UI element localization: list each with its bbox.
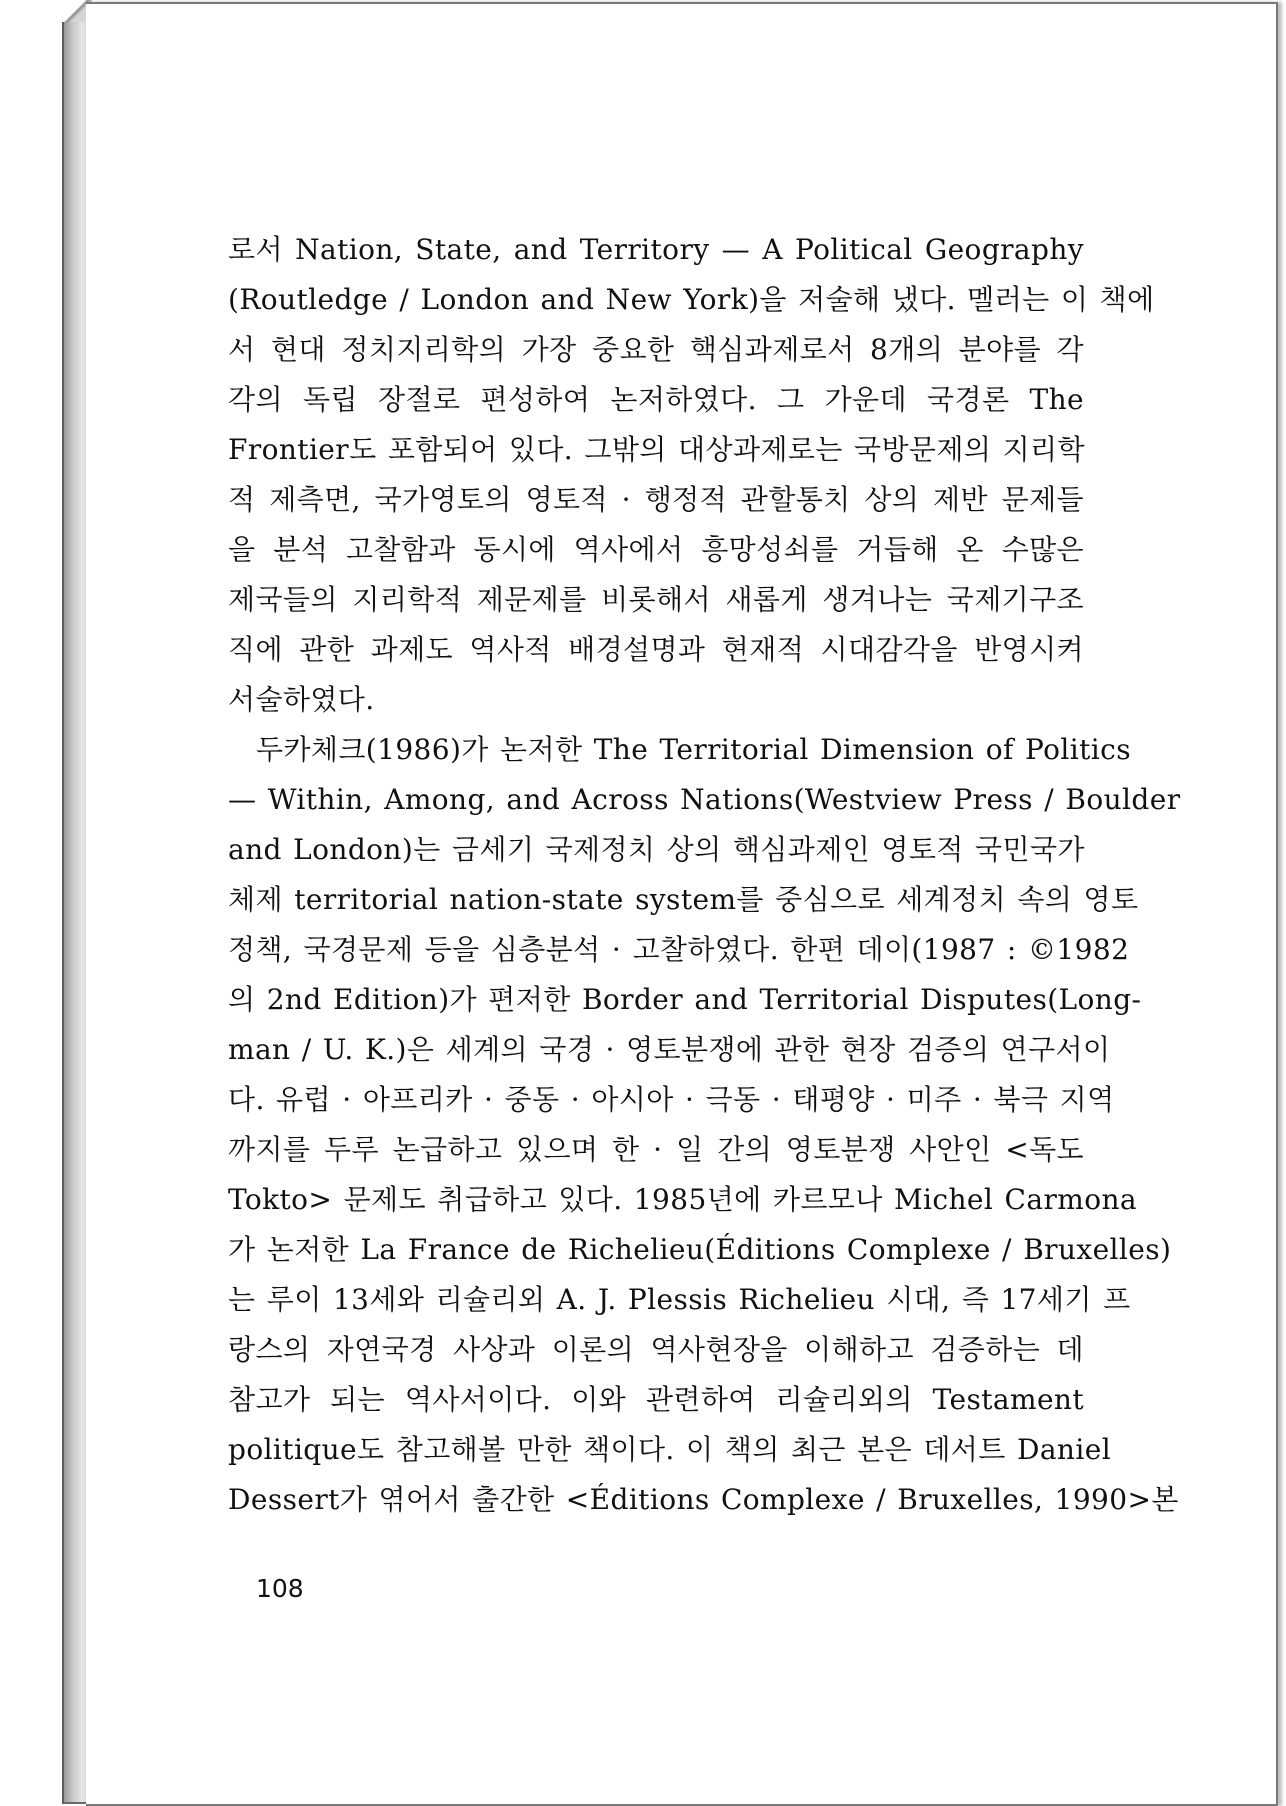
text-line: 정책, 국경문제 등을 심층분석 · 고찰하였다. 한편 데이(1987 : ©1982 (228, 933, 1130, 966)
text-line: 의 2nd Edition)가 편저한 Border and Territorial Disputes(Long- (228, 983, 1142, 1016)
text-line: 랑스의 자연국경 사상과 이론의 역사현장을 이해하고 검증하는 데 (228, 1333, 1084, 1366)
text-line: 제국들의 지리학적 제문제를 비롯해서 새롭게 생겨나는 국제기구조 (228, 583, 1084, 616)
text-line: 서 현대 정치지리학의 가장 중요한 핵심과제로서 8개의 분야를 각 (228, 333, 1084, 366)
text-line: and London)는 금세기 국제정치 상의 핵심과제인 영토적 국민국가 (228, 833, 1085, 866)
text-line: 참고가 되는 역사서이다. 이와 관련하여 리슐리외의 Testament (228, 1383, 1084, 1416)
text-line: 까지를 두루 논급하고 있으며 한 · 일 간의 영토분쟁 사안인 <독도 (228, 1133, 1084, 1166)
text-line: Dessert가 엮어서 출간한 <Éditions Complexe / Bruxelles, 1990>본 (228, 1483, 1179, 1516)
text-line: 서술하였다. (228, 683, 375, 716)
text-line: 두카체크(1986)가 논저한 The Territorial Dimension of Politics (256, 733, 1131, 766)
page-number: 108 (256, 1574, 304, 1603)
text-line: 각의 독립 장절로 편성하여 논저하였다. 그 가운데 국경론 The (228, 383, 1084, 416)
text-line: 체제 territorial nation-state system를 중심으로 세계정치 속의 영토 (228, 883, 1139, 916)
text-line: 다. 유럽 · 아프리카 · 중동 · 아시아 · 극동 · 태평양 · 미주 · 북극 지역 (228, 1083, 1115, 1116)
text-line: man / U. K.)은 세계의 국경 · 영토분쟁에 관한 현장 검증의 연구서이 (228, 1033, 1111, 1066)
text-line: 을 분석 고찰함과 동시에 역사에서 흥망성쇠를 거듭해 온 수많은 (228, 533, 1084, 566)
text-line: (Routledge / London and New York)을 저술해 냈다. 멜러는 이 책에 (228, 283, 1155, 316)
text-line: 가 논저한 La France de Richelieu(Éditions Complexe / Bruxelles) (228, 1233, 1172, 1266)
text-line: — Within, Among, and Across Nations(Westview Press / Boulder (228, 783, 1181, 816)
body-text (228, 225, 1181, 1525)
text-line: 적 제측면, 국가영토의 영토적 · 행정적 관할통치 상의 제반 문제들 (228, 483, 1084, 516)
text-line: Tokto> 문제도 취급하고 있다. 1985년에 카르모나 Michel Carmona (228, 1183, 1137, 1216)
text-line: politique도 참고해볼 만한 책이다. 이 책의 최근 본은 데서트 Daniel (228, 1433, 1112, 1466)
text-line: 직에 관한 과제도 역사적 배경설명과 현재적 시대감각을 반영시켜 (228, 633, 1084, 666)
text-line: 로서 Nation, State, and Territory — A Political Geography (228, 233, 1084, 266)
text-line: Frontier도 포함되어 있다. 그밖의 대상과제로는 국방문제의 지리학 (228, 433, 1085, 466)
text-line: 는 루이 13세와 리슐리외 A. J. Plessis Richelieu 시대, 즉 17세기 프 (228, 1283, 1131, 1316)
